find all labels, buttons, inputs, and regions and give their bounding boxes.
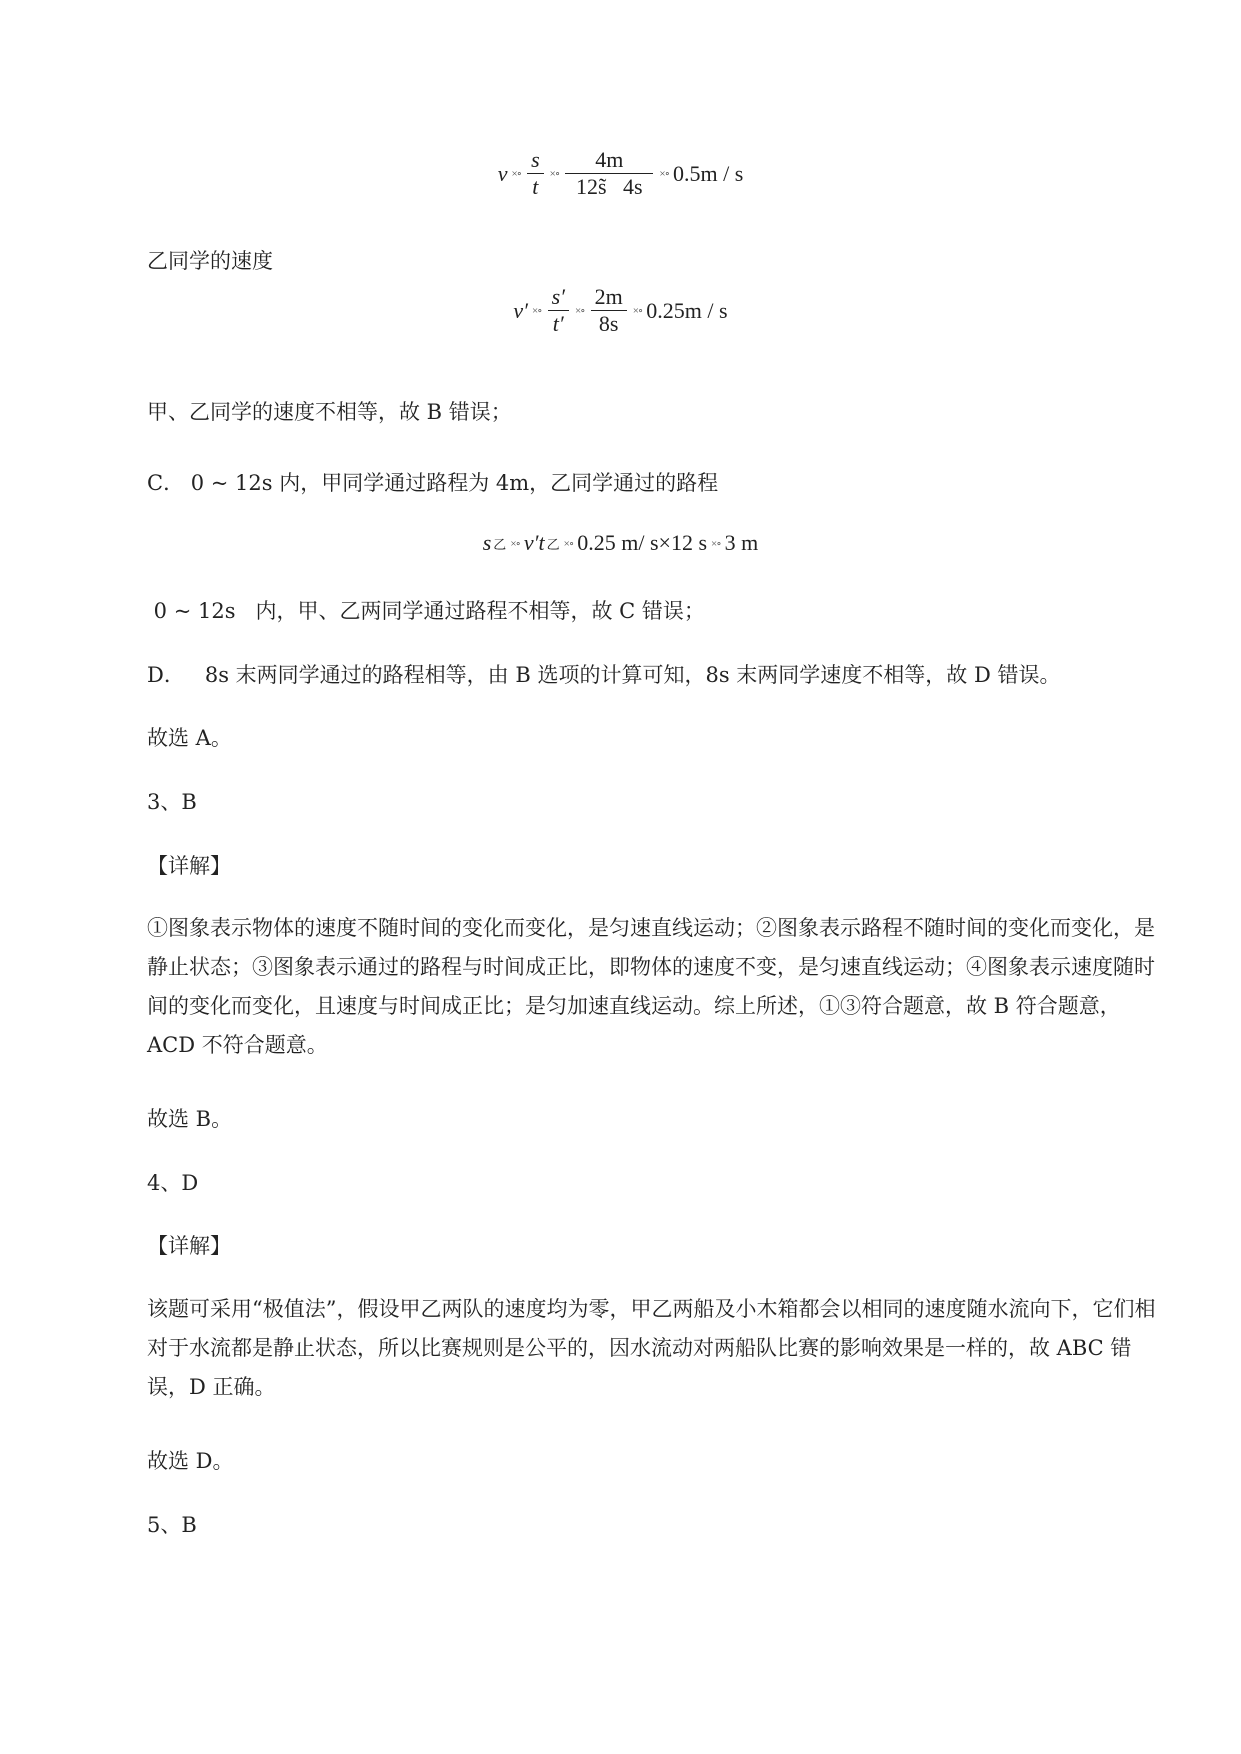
formula-s-lhs: s	[482, 530, 492, 555]
formula-s-glyph-3: ×∘	[711, 537, 721, 550]
section-number: 5、B	[147, 1513, 197, 1537]
paragraph: 故选 A。	[147, 726, 232, 750]
formula-v-frac2-den: 12s̃ 4s	[576, 174, 643, 199]
formula-v-fraction-1	[527, 148, 544, 199]
paragraph: D． 8s 末两同学通过的路程相等，由 B 选项的计算可知，8s 末两同学速度不相等，故 D 错误。	[147, 663, 1061, 687]
formula-vp-frac2-num: 2m	[591, 285, 627, 311]
formula-s-glyph-2: ×∘	[563, 537, 574, 550]
formula-v-frac1-den: t	[532, 174, 539, 199]
formula-s-mid: v′t	[523, 530, 545, 555]
formula-s-yi	[0, 530, 1241, 556]
formula-vp-frac1-num: s′	[548, 285, 569, 311]
formula-vp-lhs: v′	[513, 297, 528, 323]
formula-vp-glyph-1: ×∘	[531, 305, 542, 317]
formula-vp-fraction-1	[548, 285, 569, 336]
formula-vp-fraction-2	[591, 285, 627, 336]
paragraph: 甲、乙同学的速度不相等，故 B 错误；	[147, 400, 512, 424]
section-heading: 【详解】	[147, 854, 231, 878]
formula-v-glyph-3: ×∘	[659, 168, 669, 180]
formula-s-glyph-1: ×∘	[510, 537, 520, 550]
paragraph: 故选 B。	[147, 1107, 233, 1131]
paragraph: ①图象表示物体的速度不随时间的变化而变化，是匀速直线运动；②图象表示路程不随时间的变化而变化，是静止状态；③图象表示通过的路程与时间成正比，即物体的速度不变，是匀速直线运动；④图象表示速度随时间的变化而变化，且速度与时间成正比；是匀加速直线运动。综上所述，①③符合题意，故 B 符合题意，ACD 不符合题意。	[147, 916, 1155, 1057]
paragraph: 该题可采用“极值法”，假设甲乙两队的速度均为零，甲乙两船及小木箱都会以相同的速度随水流向下，它们相对于水流都是静止状态，所以比赛规则是公平的，因水流动对两船队比赛的影响效果是一样的，故 ABC 错误，D 正确。	[147, 1297, 1156, 1399]
paragraph: 故选 D。	[147, 1449, 234, 1473]
formula-v-result: 0.5m / s	[672, 160, 744, 186]
formula-v-frac2-num: 4m	[565, 148, 653, 174]
section-number: 4、D	[147, 1171, 199, 1195]
formula-s-calc: 0.25 m/ s×12 s	[577, 530, 708, 555]
formula-vp-glyph-3: ×∘	[632, 305, 643, 317]
formula-vp-glyph-2: ×∘	[574, 305, 585, 317]
paragraph: 0 ~ 12s 内，甲、乙两同学通过路程不相等，故 C 错误；	[147, 599, 705, 623]
paragraph: C． 0 ~ 12s 内，甲同学通过路程为 4m，乙同学通过的路程	[147, 471, 719, 495]
formula-v-lhs: v	[497, 160, 508, 186]
formula-v-glyph-2: ×∘	[549, 168, 560, 180]
formula-vp-frac2-den: 8s	[598, 311, 619, 336]
formula-s-lhs-sub: 乙	[493, 536, 507, 552]
formula-vp-result: 0.25m / s	[646, 297, 728, 323]
formula-v-glyph-1: ×∘	[511, 168, 522, 180]
formula-v	[0, 148, 1241, 199]
formula-v-prime	[0, 285, 1241, 336]
formula-s-mid-sub: 乙	[546, 536, 560, 552]
section-number: 3、B	[147, 790, 197, 814]
paragraph: 乙同学的速度	[147, 249, 273, 273]
formula-v-frac1-num: s	[527, 148, 544, 174]
formula-s-result: 3 m	[724, 530, 759, 555]
section-heading: 【详解】	[147, 1234, 231, 1258]
formula-vp-frac1-den: t′	[552, 311, 564, 336]
formula-v-fraction-2	[565, 148, 653, 199]
